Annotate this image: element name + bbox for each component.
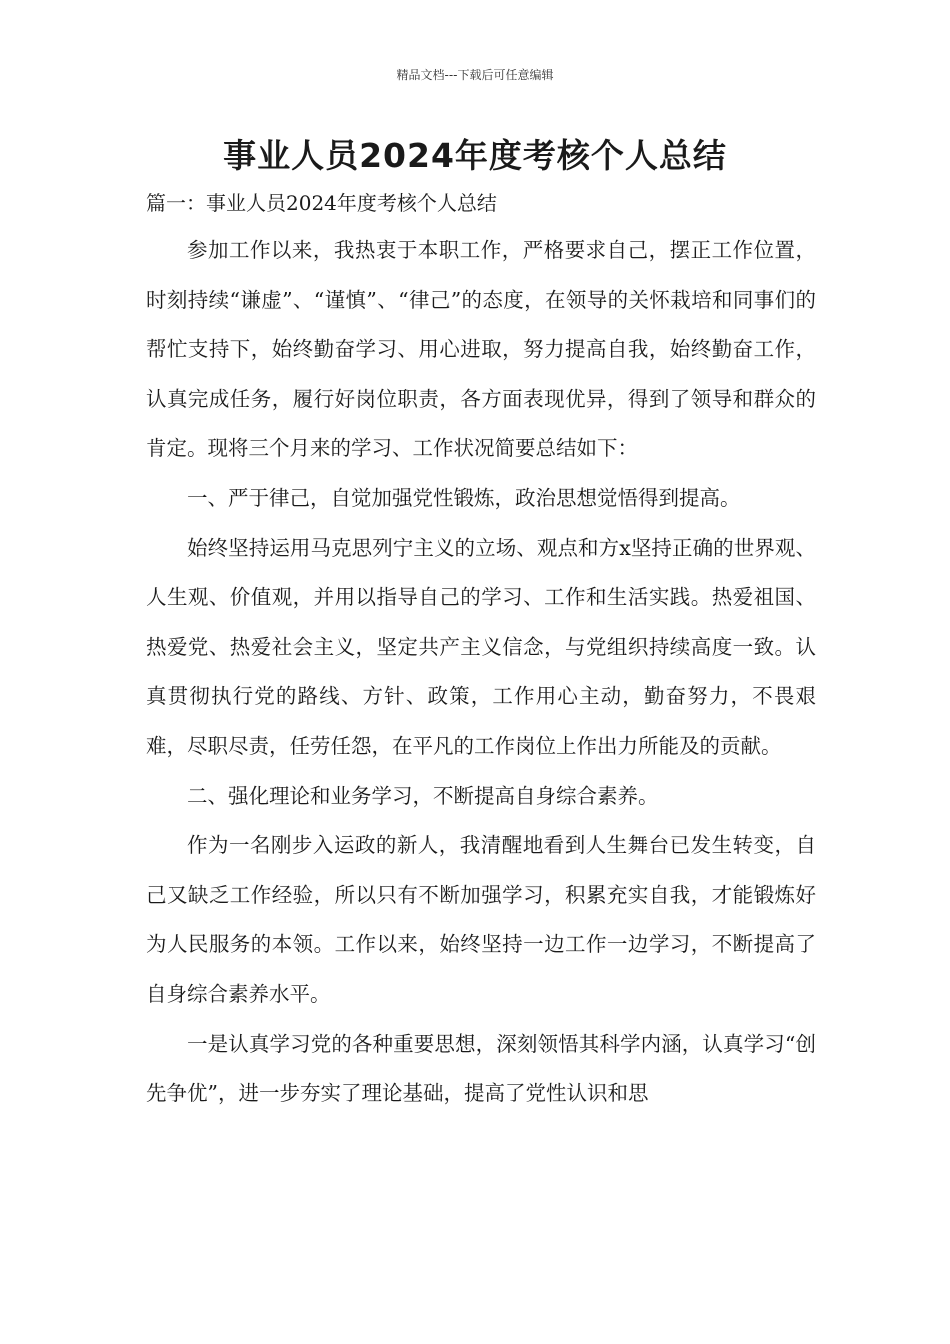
section-heading: 二、强化理论和业务学习，不断提高自身综合素养。 xyxy=(187,783,659,808)
paragraph: 一是认真学习党的各种重要思想，深刻领悟其科学内涵，认真学习“创先争优”，进一步夯实了理论基础，提高了党性认识和思 xyxy=(146,1031,816,1106)
header-note: 精品文档---下载后可任意编辑 xyxy=(396,68,554,82)
document-title: 事业人员2024年度考核个人总结 xyxy=(223,136,727,175)
paragraph: 始终坚持运用马克思列宁主义的立场、观点和方x坚持正确的世界观、人生观、价值观，并用以指导自己的学习、工作和生活实践。热爱祖国、热爱党、热爱社会主义，坚定共产主义信念，与党组织持续高度一致。认真贯彻执行党的路线、方针、政策，工作用心主动，勤奋努力，不畏艰难，尽职尽责，任劳任怨，在平凡的工作岗位上作出力所能及的贡献。 xyxy=(146,535,816,758)
section-heading: 一、严于律己，自觉加强党性锻炼，政治思想觉悟得到提高。 xyxy=(187,485,741,510)
paragraph: 参加工作以来，我热衷于本职工作，严格要求自己，摆正工作位置，时刻持续“谦虚”、“谨慎”、“律己”的态度，在领导的关怀栽培和同事们的帮忙支持下，始终勤奋学习、用心进取，努力提高自我，始终勤奋工作，认真完成任务，履行好岗位职责，各方面表现优异，得到了领导和群众的肯定。现将三个月来的学习、工作状况简要总结如下： xyxy=(146,238,816,461)
paragraph: 作为一名刚步入运政的新人，我清醒地看到人生舞台已发生转变，自己又缺乏工作经验，所以只有不断加强学习，积累充实自我，才能锻炼好为人民服务的本领。工作以来，始终坚持一边工作一边学习，不断提高了自身综合素养水平。 xyxy=(146,833,816,1006)
document-subtitle: 篇一：事业人员2024年度考核个人总结 xyxy=(146,191,497,215)
document-body xyxy=(146,226,816,1119)
